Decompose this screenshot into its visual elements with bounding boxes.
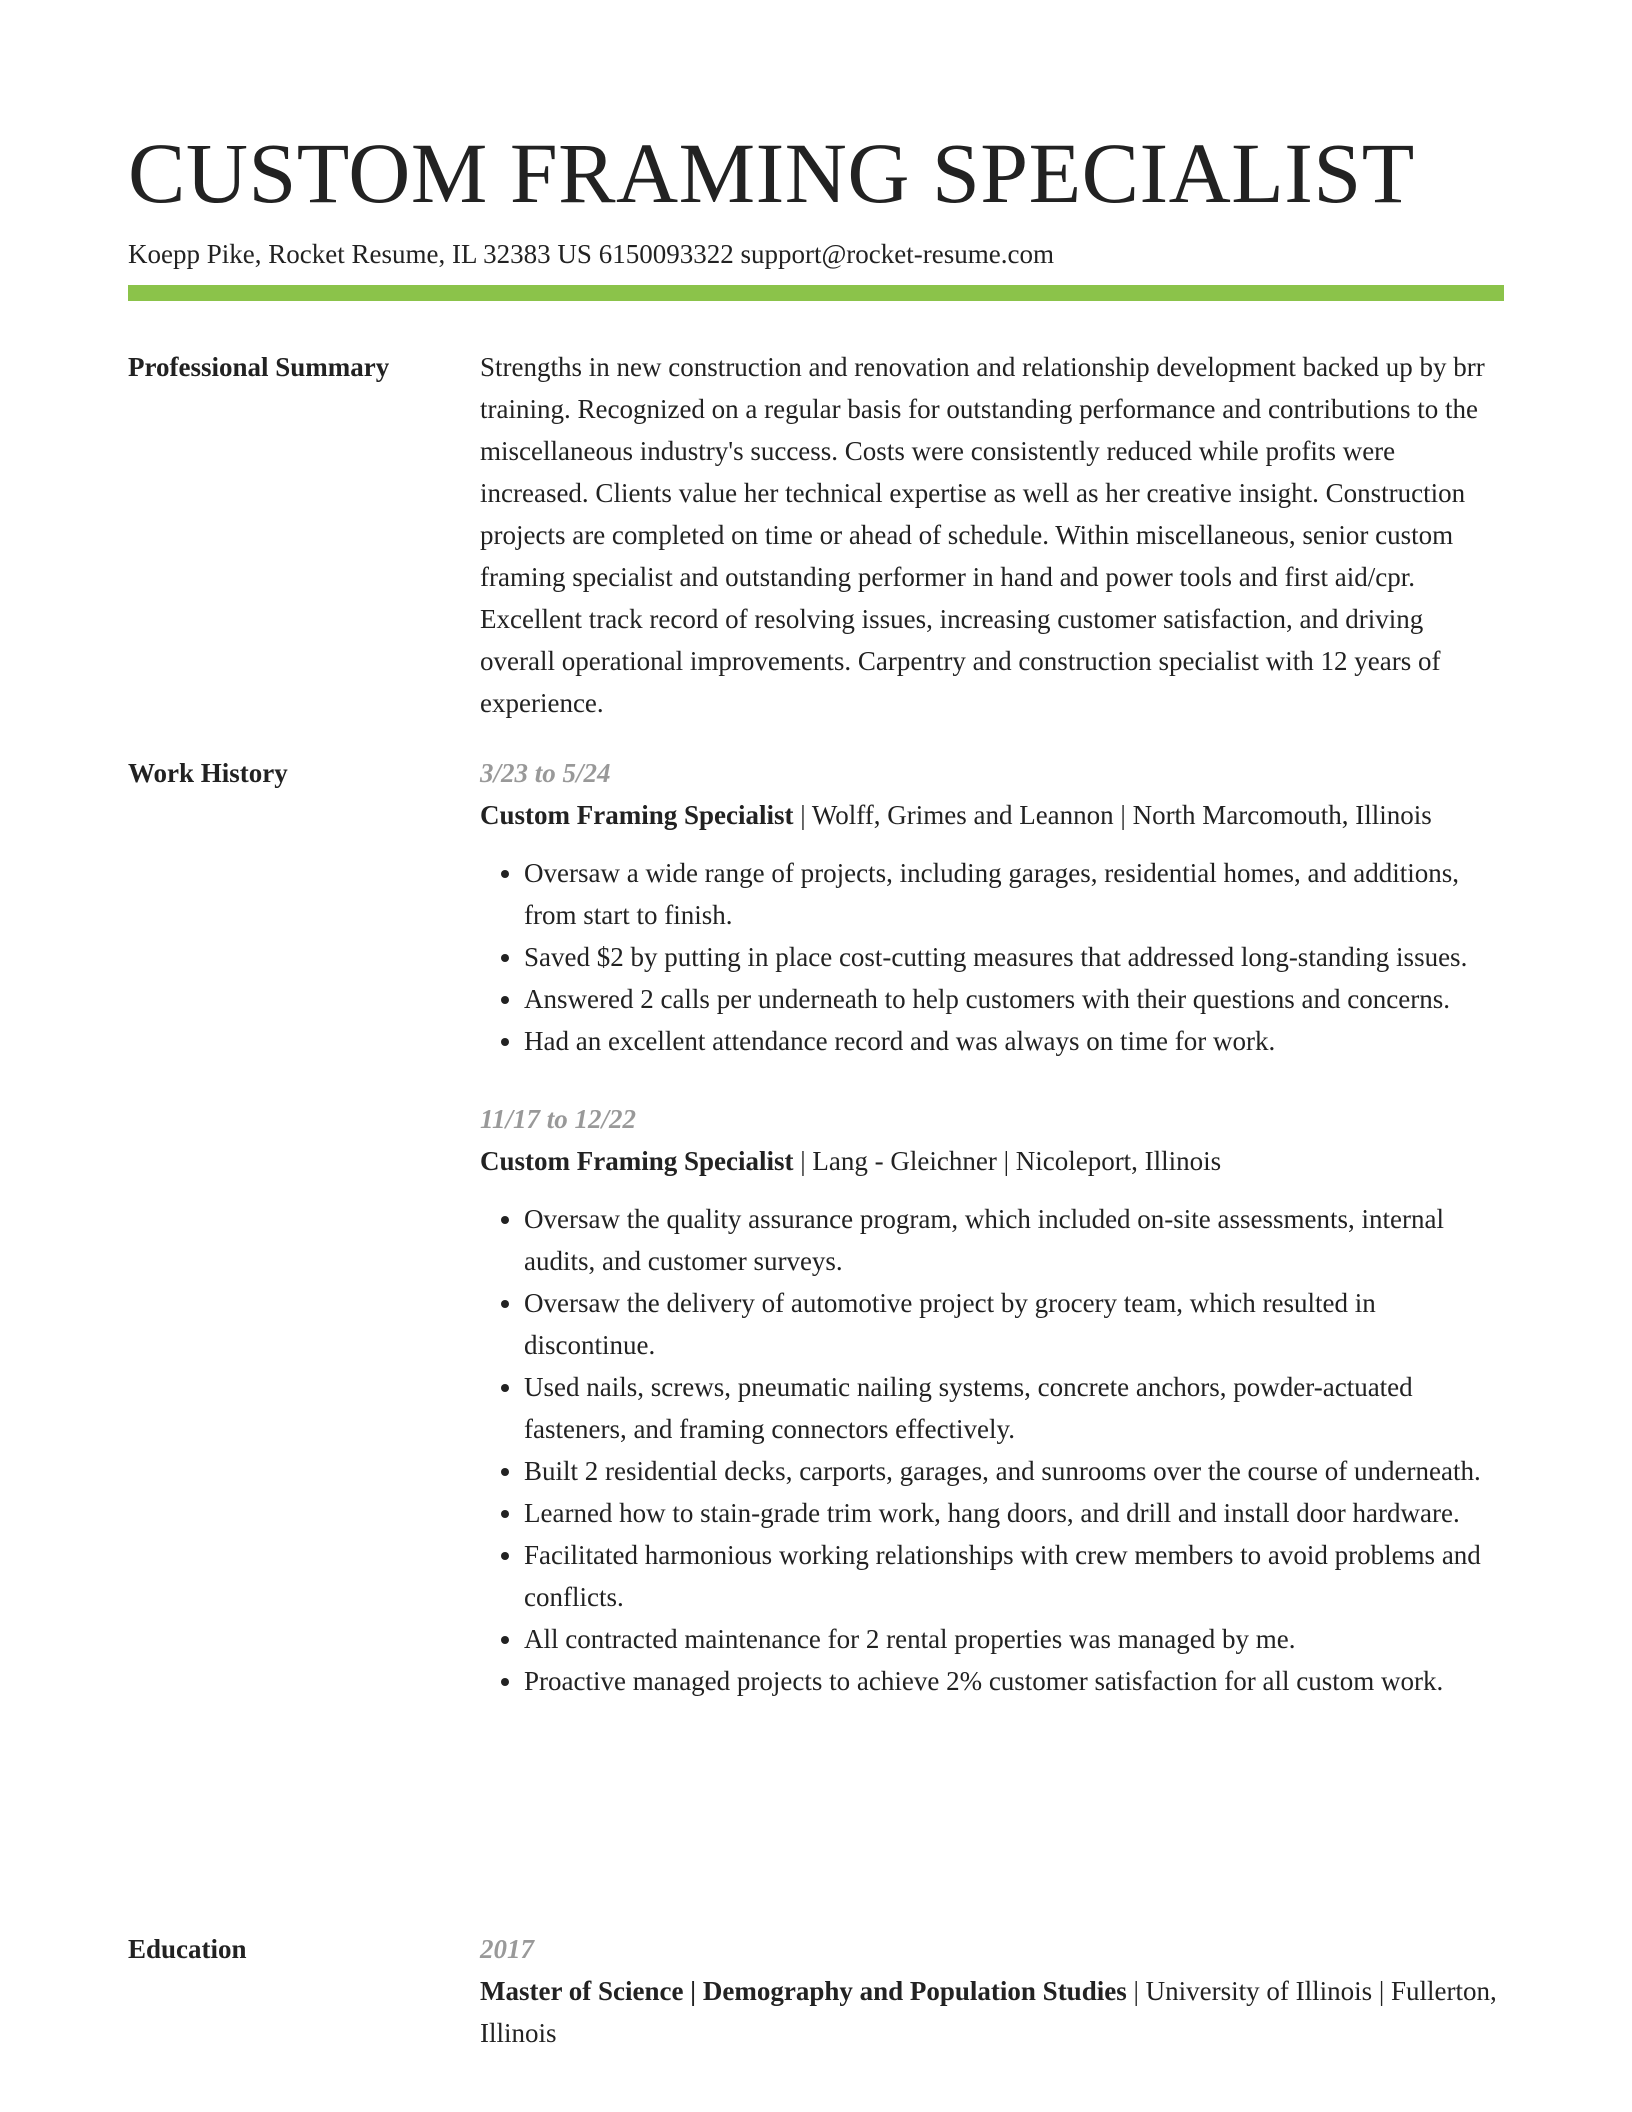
- job-heading: [480, 1140, 1504, 1182]
- education-details: | University of Illinois | Fullerton, Illinois: [480, 1976, 1497, 2048]
- list-item: • Oversaw the delivery of automotive project by grocery team, which resulted in discontinue.: [524, 1282, 1504, 1366]
- list-item: • Had an excellent attendance record and was always on time for work.: [524, 1020, 1504, 1062]
- job-heading: [480, 794, 1504, 836]
- section-body: [480, 1928, 1504, 2054]
- job-details: | Wolff, Grimes and Leannon | North Marcomouth, Illinois: [793, 800, 1432, 830]
- education-entry: [480, 1970, 1504, 2054]
- section-body: [480, 346, 1504, 724]
- section-label: Work History: [128, 758, 288, 788]
- job-title: Custom Framing Specialist: [480, 800, 794, 830]
- section-label: Education: [128, 1934, 247, 1964]
- list-item: • Facilitated harmonious working relationships with crew members to avoid problems and conflicts.: [524, 1534, 1504, 1618]
- job-bullets: [480, 852, 1504, 1062]
- list-item: • Proactive managed projects to achieve 2% customer satisfaction for all custom work.: [524, 1660, 1504, 1702]
- accent-divider: [128, 285, 1504, 301]
- list-item: • Oversaw the quality assurance program, which included on-site assessments, internal audits, and customer surveys.: [524, 1198, 1504, 1282]
- summary-text: Strengths in new construction and renovation and relationship development backed up by brr training. Recognized on a regular basis for outstanding performance and contributions to the miscellaneous industry's success. Costs were consistently reduced while profits were increased. Clients value her technical expertise as well as her creative insight. Construction projects are completed on time or ahead of schedule. Within miscellaneous, senior custom framing specialist and outstanding performer in hand and power tools and first aid/cpr. Excellent track record of resolving issues, increasing customer satisfaction, and driving overall operational improvements. Carpentry and construction specialist with 12 years of experience.: [480, 352, 1485, 718]
- education-year: 2017: [480, 1934, 534, 1964]
- list-item: • Learned how to stain-grade trim work, hang doors, and drill and install door hardware.: [524, 1492, 1504, 1534]
- section-body: [480, 752, 1504, 1702]
- contact-info: Koepp Pike, Rocket Resume, IL 32383 US 6150093322 support@rocket-resume.com: [128, 239, 1054, 269]
- education-degree: Master of Science | Demography and Population Studies: [480, 1976, 1127, 2006]
- job-dates: 3/23 to 5/24: [480, 758, 611, 788]
- list-item: • Used nails, screws, pneumatic nailing systems, concrete anchors, powder-actuated fasteners, and framing connectors effectively.: [524, 1366, 1504, 1450]
- job-dates: 11/17 to 12/22: [480, 1104, 637, 1134]
- resume-header: [128, 118, 1504, 272]
- job-bullets: [480, 1198, 1504, 1702]
- job-entry: [480, 752, 1504, 1062]
- section-label: Professional Summary: [128, 352, 390, 382]
- list-item: • Answered 2 calls per underneath to help customers with their questions and concerns.: [524, 978, 1504, 1020]
- page-title: CUSTOM FRAMING SPECIALIST: [128, 125, 1415, 221]
- job-title: Custom Framing Specialist: [480, 1146, 794, 1176]
- list-item: • Saved $2 by putting in place cost-cutting measures that addressed long-standing issues.: [524, 936, 1504, 978]
- list-item: • Oversaw a wide range of projects, including garages, residential homes, and additions, from start to finish.: [524, 852, 1504, 936]
- list-item: • All contracted maintenance for 2 rental properties was managed by me.: [524, 1618, 1504, 1660]
- list-item: • Built 2 residential decks, carports, garages, and sunrooms over the course of underneath.: [524, 1450, 1504, 1492]
- job-details: | Lang - Gleichner | Nicoleport, Illinois: [793, 1146, 1222, 1176]
- job-entry: [480, 1098, 1504, 1702]
